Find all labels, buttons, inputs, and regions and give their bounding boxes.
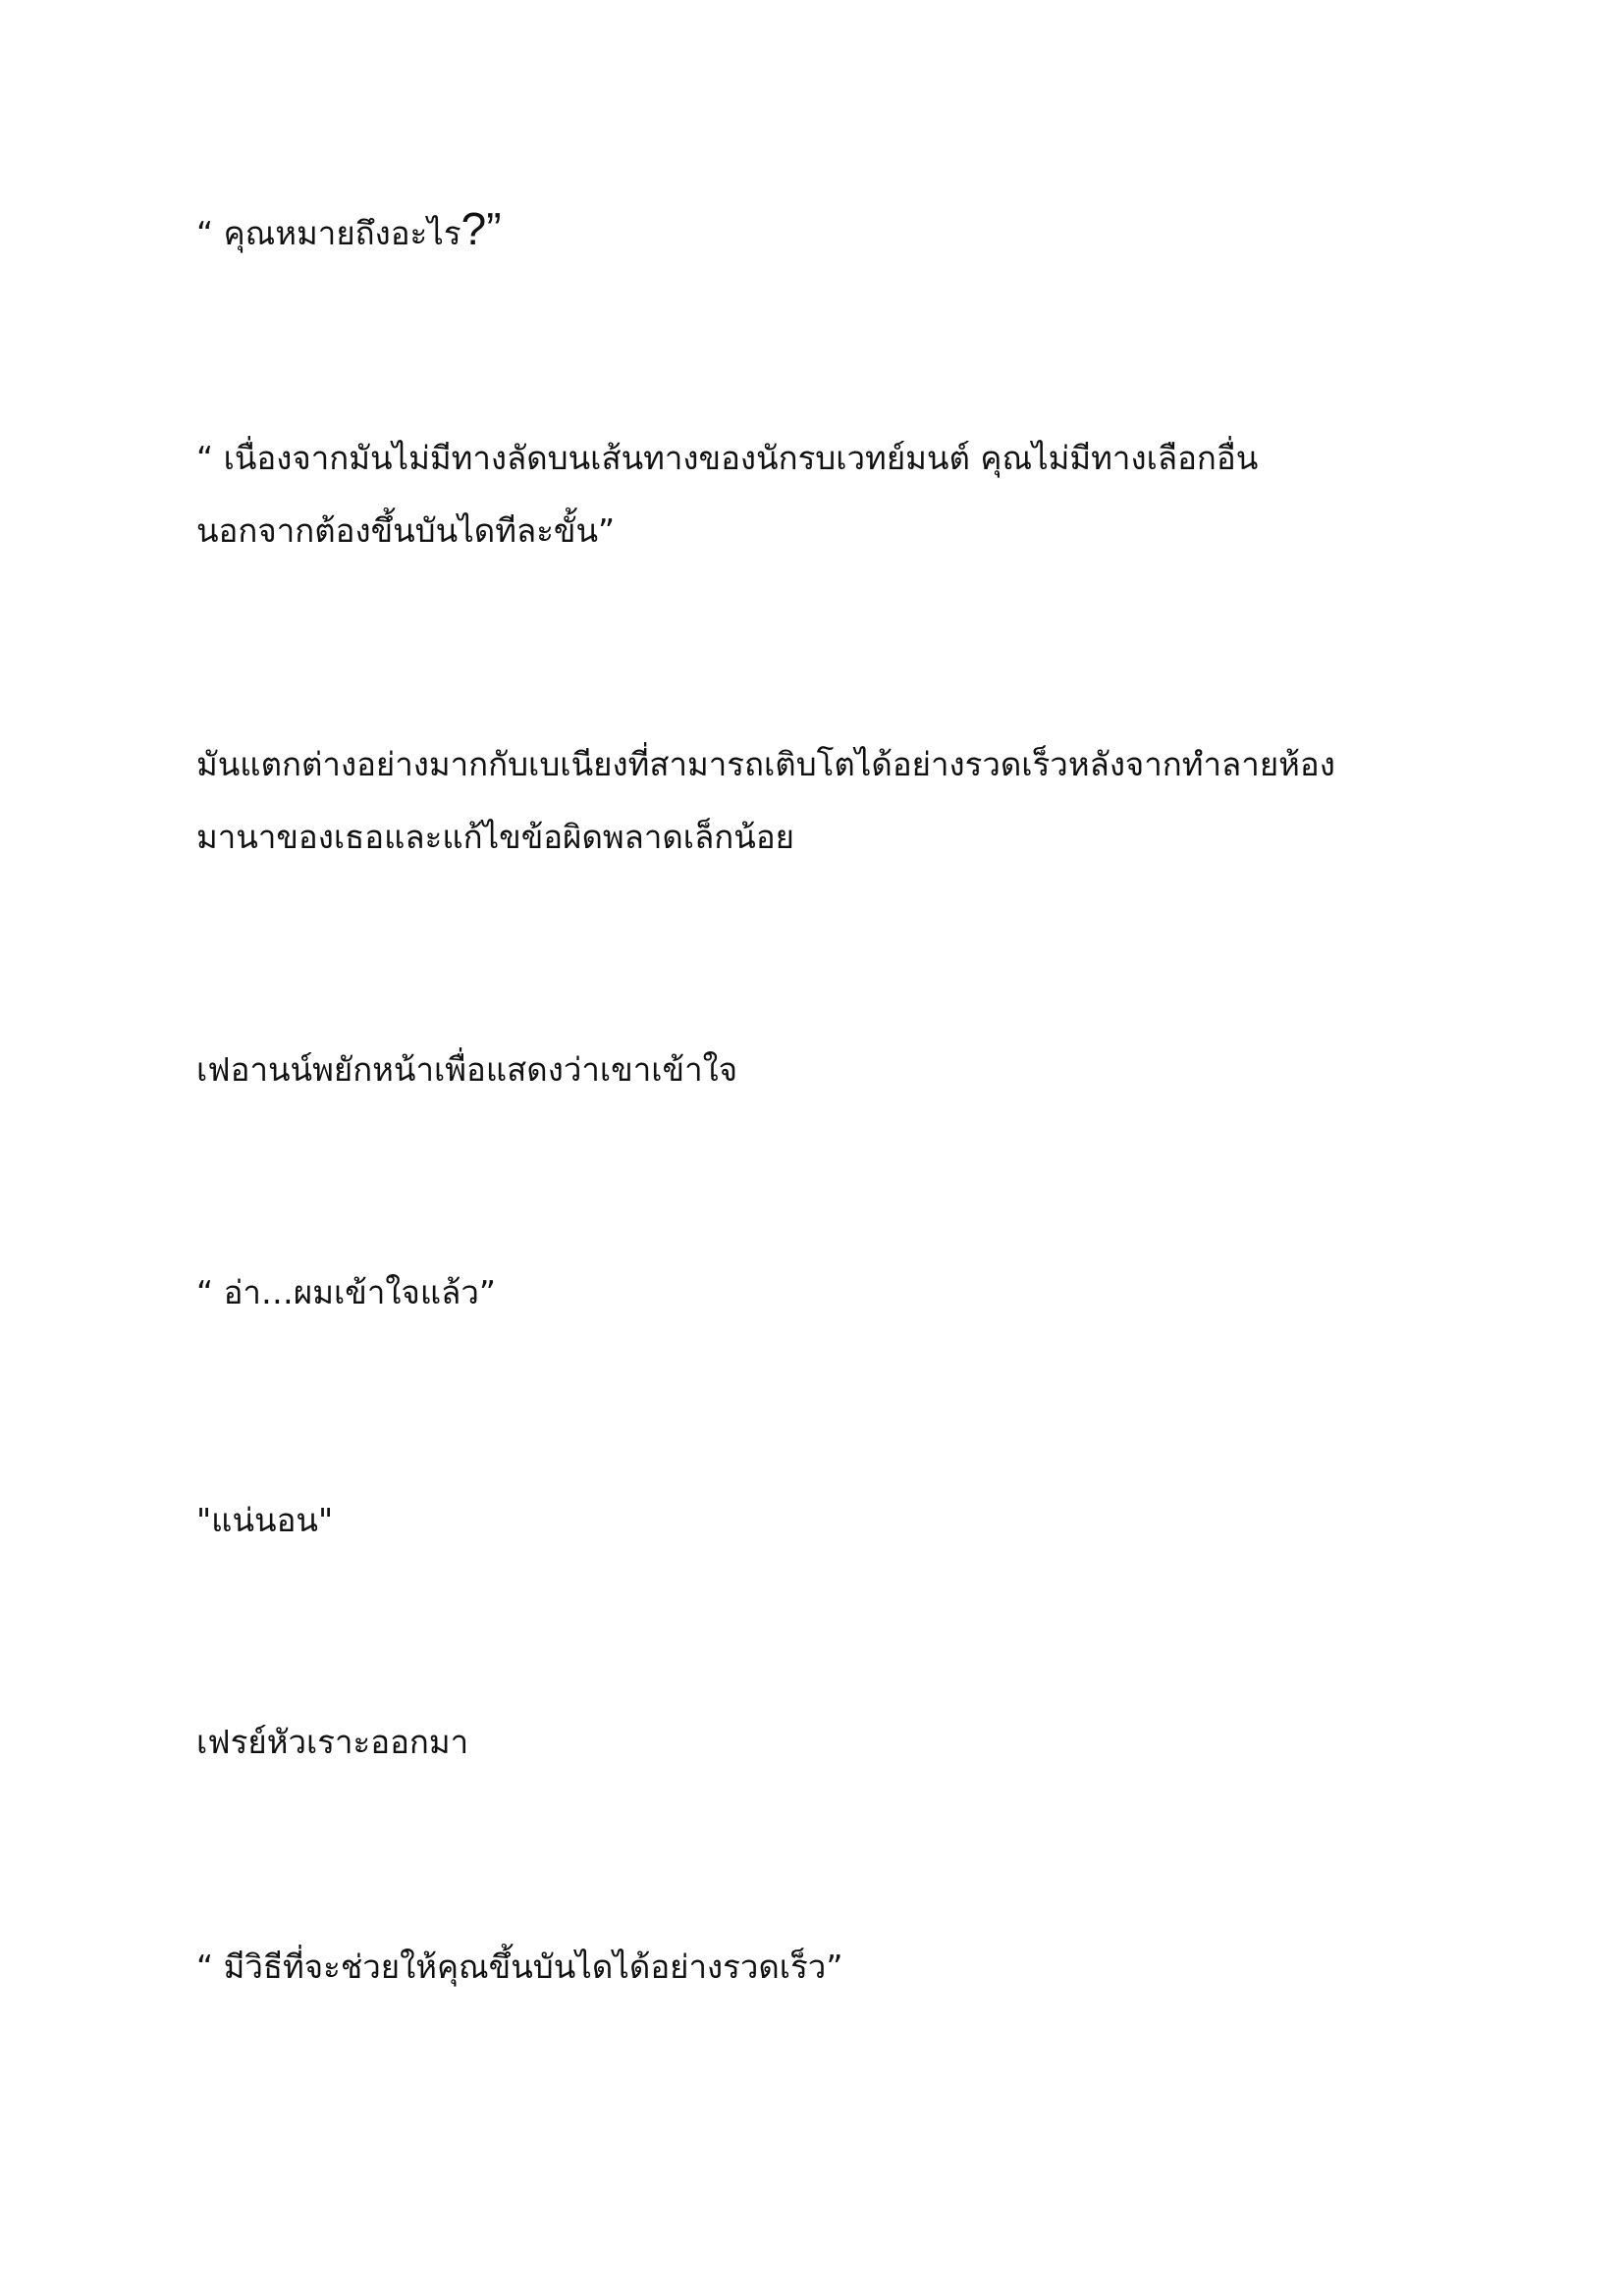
text-line: มานาของเธอและแก้ไขข้อผิดพลาดเล็กน้อย: [196, 818, 795, 856]
text-line: นอกจากต้องขึ้นบันไดทีละขั้น”: [196, 511, 616, 550]
paragraph-narration-nod: [196, 1034, 1453, 1106]
paragraph-narration-laugh: [196, 1706, 1453, 1779]
paragraph-dialogue-method: [196, 1931, 1453, 2003]
paragraph-dialogue-understood: [196, 1256, 1453, 1329]
text-line: เฟอานน์พยักหน้าเพื่อแสดงว่าเขาเข้าใจ: [196, 1050, 738, 1089]
paragraph-dialogue-question: [196, 192, 1453, 270]
paragraph-dialogue-explanation: [196, 422, 1453, 567]
paragraph-dialogue-of-course: [196, 1484, 1453, 1557]
text-line: “ เนื่องจากมันไม่มีทางลัดบนเส้นทางของนักรบเวทย์มนต์ คุณไม่มีทางเลือกอื่น: [196, 439, 1259, 477]
text-line: “ มีวิธีที่จะช่วยให้คุณขึ้นบันไดได้อย่างรวดเร็ว”: [196, 1948, 843, 1986]
text-line: “ อ่า…ผมเข้าใจแล้ว”: [196, 1273, 496, 1311]
text-line: เฟรย์หัวเราะออกมา: [196, 1723, 469, 1761]
text-line: "แน่นอน": [196, 1501, 334, 1539]
question-mark-close-quote: ?”: [460, 203, 502, 254]
text-line: มันแตกต่างอย่างมากกับเบเนียงที่สามารถเติบโตได้อย่างรวดเร็วหลังจากทำลายห้อง: [196, 745, 1335, 783]
text-line-body: “ คุณหมายถึงอะไร: [196, 214, 461, 252]
paragraph-narration-comparison: [196, 728, 1453, 874]
text-line: [196, 192, 1453, 270]
